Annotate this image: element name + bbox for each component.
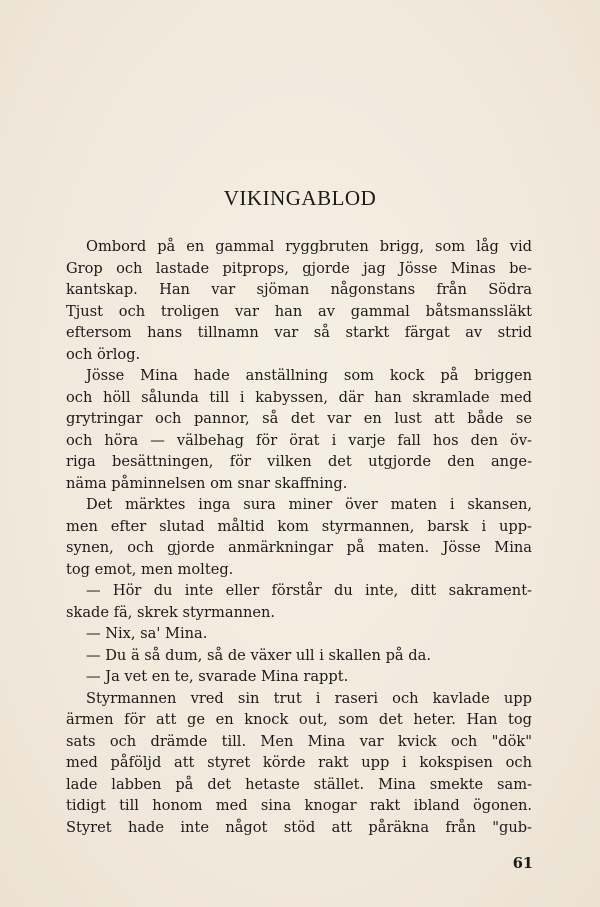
body-text	[66, 236, 532, 838]
text-line: sats och drämde till. Men Mina var kvick och "dök"	[66, 732, 532, 750]
text-line: Styret hade inte något stöd att påräkna från "gub-	[66, 818, 532, 836]
text-line: Grop och lastade pitprops, gjorde jag Jösse Minas be-	[66, 259, 532, 277]
text-line: näma påminnelsen om snar skaffning.	[66, 474, 348, 492]
text-line: skade fä, skrek styrmannen.	[66, 603, 276, 621]
text-line: Jösse Mina hade anställning som kock på briggen	[86, 367, 532, 384]
text-line: Ombord på en gammal ryggbruten brigg, som låg vid	[86, 238, 532, 255]
text-line: men efter slutad måltid kom styrmannen, barsk i upp-	[66, 517, 532, 535]
text-line: — Hör du inte eller förstår du inte, ditt sakrament-	[86, 582, 532, 599]
chapter-title: VIKINGABLOD	[223, 186, 377, 210]
text-line: riga besättningen, för vilken det utgjorde den ange-	[66, 453, 532, 470]
text-line: synen, och gjorde anmärkningar på maten. Jösse Mina	[66, 539, 532, 556]
text-line: tog emot, men molteg.	[66, 560, 234, 578]
text-line: tidigt till honom med sina knogar rakt ibland ögonen.	[66, 797, 532, 814]
text-line: Styrmannen vred sin trut i raseri och kavlade upp	[86, 689, 532, 707]
text-line: och höll sålunda till i kabyssen, där han skramlade med	[66, 388, 532, 406]
text-line: kantskap. Han var sjöman någonstans från Södra	[66, 281, 532, 298]
text-line: lade labben på det hetaste stället. Mina smekte sam-	[66, 775, 532, 793]
text-line: ärmen för att ge en knock out, som det heter. Han tog	[66, 711, 532, 728]
text-line: eftersom hans tillnamn var så starkt färgat av strid	[66, 324, 532, 341]
text-line: Tjust och troligen var han av gammal båtsmanssläkt	[66, 302, 532, 320]
text-line: — Du ä så dum, så de växer ull i skallen på da.	[86, 646, 431, 664]
text-line: och örlog.	[66, 345, 141, 363]
text-line: och höra — välbehag för örat i varje fall hos den öv-	[66, 431, 532, 449]
text-line: — Nix, sa' Mina.	[86, 625, 208, 642]
text-line: grytringar och pannor, så det var en lust att både se	[66, 410, 532, 427]
text-line: med påföljd att styret körde rakt upp i kokspisen och	[66, 754, 532, 771]
page-number: 61	[512, 855, 533, 872]
text-line: Det märktes inga sura miner över maten i skansen,	[86, 496, 532, 513]
text-line: — Ja vet en te, svarade Mina rappt.	[86, 668, 349, 685]
